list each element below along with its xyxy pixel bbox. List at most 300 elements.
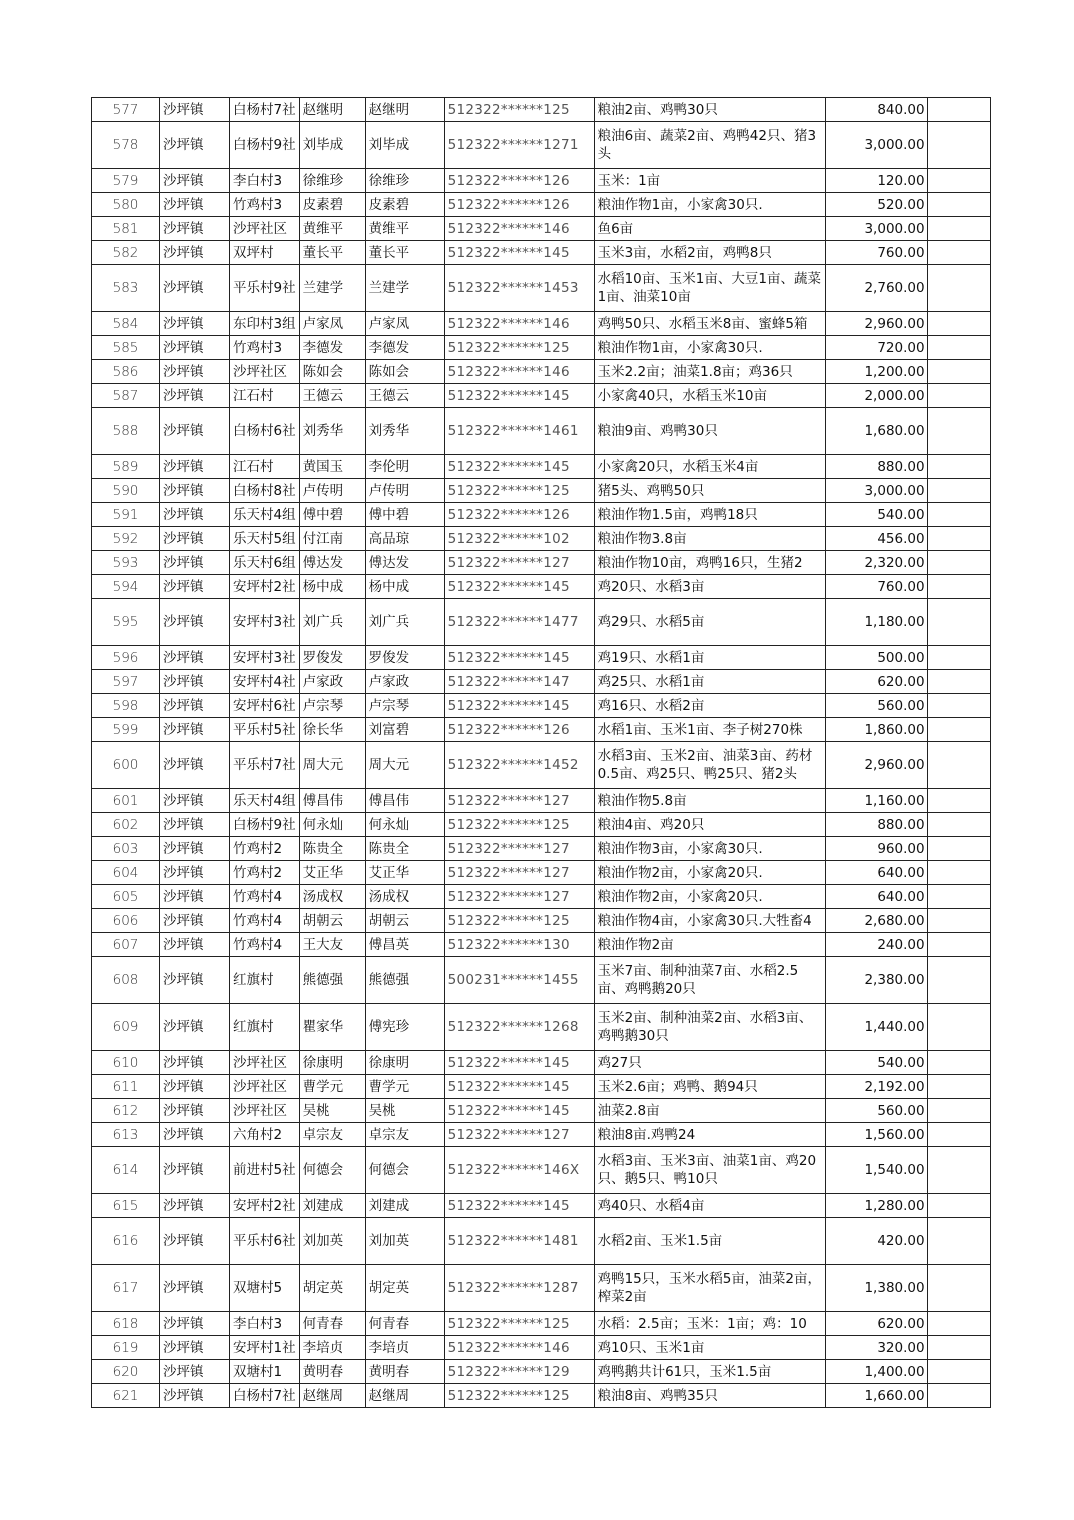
village-cell: 竹鸡村4 bbox=[230, 933, 300, 957]
remark-cell bbox=[927, 957, 990, 1004]
village-cell: 竹鸡村4 bbox=[230, 885, 300, 909]
amount-cell: 1,380.00 bbox=[825, 1265, 927, 1312]
remark-cell bbox=[927, 885, 990, 909]
remark-cell bbox=[927, 1004, 990, 1051]
row-number: 585 bbox=[92, 336, 160, 360]
amount-cell: 620.00 bbox=[825, 1312, 927, 1336]
village-cell: 安坪村2社 bbox=[230, 1194, 300, 1218]
payee-cell: 陈贵全 bbox=[365, 837, 444, 861]
remark-cell bbox=[927, 718, 990, 742]
town-cell: 沙坪镇 bbox=[160, 408, 230, 455]
amount-cell: 880.00 bbox=[825, 455, 927, 479]
row-number: 617 bbox=[92, 1265, 160, 1312]
town-cell: 沙坪镇 bbox=[160, 1384, 230, 1408]
town-cell: 沙坪镇 bbox=[160, 670, 230, 694]
row-number: 621 bbox=[92, 1384, 160, 1408]
table-row bbox=[92, 193, 991, 217]
amount-cell: 540.00 bbox=[825, 503, 927, 527]
payee-cell: 曹学元 bbox=[365, 1075, 444, 1099]
remark-cell bbox=[927, 1360, 990, 1384]
village-cell: 乐天村4组 bbox=[230, 503, 300, 527]
id-number-cell: 512322******1477 bbox=[444, 599, 594, 646]
remark-cell bbox=[927, 336, 990, 360]
remark-cell bbox=[927, 551, 990, 575]
remark-cell bbox=[927, 265, 990, 312]
amount-cell: 620.00 bbox=[825, 670, 927, 694]
payee-cell: 周大元 bbox=[365, 742, 444, 789]
items-cell: 猪5头、鸡鸭50只 bbox=[594, 479, 825, 503]
id-number-cell: 512322******126 bbox=[444, 193, 594, 217]
id-number-cell: 512322******125 bbox=[444, 1384, 594, 1408]
name-cell: 刘建成 bbox=[299, 1194, 365, 1218]
remark-cell bbox=[927, 122, 990, 169]
name-cell: 曹学元 bbox=[299, 1075, 365, 1099]
items-cell: 粮油8亩.鸡鸭24 bbox=[594, 1123, 825, 1147]
town-cell: 沙坪镇 bbox=[160, 336, 230, 360]
payee-cell: 刘秀华 bbox=[365, 408, 444, 455]
village-cell: 竹鸡村2 bbox=[230, 861, 300, 885]
row-number: 577 bbox=[92, 98, 160, 122]
amount-cell: 540.00 bbox=[825, 1051, 927, 1075]
remark-cell bbox=[927, 1218, 990, 1265]
remark-cell bbox=[927, 312, 990, 336]
town-cell: 沙坪镇 bbox=[160, 957, 230, 1004]
id-number-cell: 512322******1461 bbox=[444, 408, 594, 455]
table-row bbox=[92, 503, 991, 527]
town-cell: 沙坪镇 bbox=[160, 1051, 230, 1075]
amount-cell: 2,680.00 bbox=[825, 909, 927, 933]
id-number-cell: 512322******145 bbox=[444, 1194, 594, 1218]
name-cell: 傅达发 bbox=[299, 551, 365, 575]
name-cell: 赵继周 bbox=[299, 1384, 365, 1408]
name-cell: 何德会 bbox=[299, 1147, 365, 1194]
table-row bbox=[92, 169, 991, 193]
row-number: 584 bbox=[92, 312, 160, 336]
name-cell: 刘加英 bbox=[299, 1218, 365, 1265]
town-cell: 沙坪镇 bbox=[160, 1075, 230, 1099]
name-cell: 何永灿 bbox=[299, 813, 365, 837]
id-number-cell: 512322******146 bbox=[444, 1336, 594, 1360]
row-number: 602 bbox=[92, 813, 160, 837]
payee-cell: 赵继周 bbox=[365, 1384, 444, 1408]
name-cell: 李培贞 bbox=[299, 1336, 365, 1360]
id-number-cell: 512322******145 bbox=[444, 694, 594, 718]
table-row bbox=[92, 384, 991, 408]
village-cell: 六角村2 bbox=[230, 1123, 300, 1147]
remark-cell bbox=[927, 933, 990, 957]
id-number-cell: 512322******125 bbox=[444, 1312, 594, 1336]
items-cell: 玉米2.2亩；油菜1.8亩；鸡36只 bbox=[594, 360, 825, 384]
row-number: 586 bbox=[92, 360, 160, 384]
row-number: 610 bbox=[92, 1051, 160, 1075]
name-cell: 徐维珍 bbox=[299, 169, 365, 193]
name-cell: 付江南 bbox=[299, 527, 365, 551]
id-number-cell: 512322******145 bbox=[444, 575, 594, 599]
table-row bbox=[92, 599, 991, 646]
row-number: 581 bbox=[92, 217, 160, 241]
village-cell: 竹鸡村3 bbox=[230, 193, 300, 217]
payee-cell: 卓宗友 bbox=[365, 1123, 444, 1147]
amount-cell: 1,200.00 bbox=[825, 360, 927, 384]
items-cell: 水稻3亩、玉米2亩、油菜3亩、药材0.5亩、鸡25只、鸭25只、猪2头 bbox=[594, 742, 825, 789]
remark-cell bbox=[927, 742, 990, 789]
items-cell: 粮油4亩、鸡20只 bbox=[594, 813, 825, 837]
id-number-cell: 512322******146X bbox=[444, 1147, 594, 1194]
table-row bbox=[92, 885, 991, 909]
town-cell: 沙坪镇 bbox=[160, 837, 230, 861]
town-cell: 沙坪镇 bbox=[160, 789, 230, 813]
amount-cell: 640.00 bbox=[825, 861, 927, 885]
items-cell: 鸡19只、水稻1亩 bbox=[594, 646, 825, 670]
amount-cell: 240.00 bbox=[825, 933, 927, 957]
town-cell: 沙坪镇 bbox=[160, 1360, 230, 1384]
payee-cell: 傅达发 bbox=[365, 551, 444, 575]
row-number: 613 bbox=[92, 1123, 160, 1147]
town-cell: 沙坪镇 bbox=[160, 527, 230, 551]
items-cell: 鸡20只、水稻3亩 bbox=[594, 575, 825, 599]
name-cell: 刘毕成 bbox=[299, 122, 365, 169]
table-row bbox=[92, 1218, 991, 1265]
amount-cell: 1,680.00 bbox=[825, 408, 927, 455]
items-cell: 水稻1亩、玉米1亩、李子树270株 bbox=[594, 718, 825, 742]
table-row bbox=[92, 241, 991, 265]
village-cell: 竹鸡村2 bbox=[230, 837, 300, 861]
payee-cell: 刘建成 bbox=[365, 1194, 444, 1218]
amount-cell: 2,192.00 bbox=[825, 1075, 927, 1099]
village-cell: 双塘村1 bbox=[230, 1360, 300, 1384]
items-cell: 粮油作物2亩，小家禽20只. bbox=[594, 885, 825, 909]
payee-cell: 徐康明 bbox=[365, 1051, 444, 1075]
remark-cell bbox=[927, 360, 990, 384]
village-cell: 白杨村6社 bbox=[230, 408, 300, 455]
row-number: 609 bbox=[92, 1004, 160, 1051]
village-cell: 东印村3组 bbox=[230, 312, 300, 336]
village-cell: 白杨村9社 bbox=[230, 122, 300, 169]
items-cell: 粮油6亩、蔬菜2亩、鸡鸭42只、猪3头 bbox=[594, 122, 825, 169]
amount-cell: 840.00 bbox=[825, 98, 927, 122]
name-cell: 吴桃 bbox=[299, 1099, 365, 1123]
table-row bbox=[92, 408, 991, 455]
amount-cell: 1,440.00 bbox=[825, 1004, 927, 1051]
village-cell: 竹鸡村3 bbox=[230, 336, 300, 360]
id-number-cell: 512322******1481 bbox=[444, 1218, 594, 1265]
table-row bbox=[92, 694, 991, 718]
row-number: 589 bbox=[92, 455, 160, 479]
town-cell: 沙坪镇 bbox=[160, 503, 230, 527]
remark-cell bbox=[927, 241, 990, 265]
remark-cell bbox=[927, 455, 990, 479]
id-number-cell: 512322******146 bbox=[444, 360, 594, 384]
table-row bbox=[92, 1123, 991, 1147]
row-number: 604 bbox=[92, 861, 160, 885]
remark-cell bbox=[927, 1312, 990, 1336]
table-row bbox=[92, 1194, 991, 1218]
id-number-cell: 512322******1268 bbox=[444, 1004, 594, 1051]
town-cell: 沙坪镇 bbox=[160, 1147, 230, 1194]
town-cell: 沙坪镇 bbox=[160, 1336, 230, 1360]
payee-cell: 熊德强 bbox=[365, 957, 444, 1004]
table-row bbox=[92, 1360, 991, 1384]
id-number-cell: 512322******126 bbox=[444, 503, 594, 527]
items-cell: 粮油作物10亩，鸡鸭16只，生猪2 bbox=[594, 551, 825, 575]
name-cell: 刘秀华 bbox=[299, 408, 365, 455]
name-cell: 瞿家华 bbox=[299, 1004, 365, 1051]
id-number-cell: 512322******1287 bbox=[444, 1265, 594, 1312]
id-number-cell: 512322******146 bbox=[444, 217, 594, 241]
row-number: 600 bbox=[92, 742, 160, 789]
town-cell: 沙坪镇 bbox=[160, 575, 230, 599]
id-number-cell: 512322******146 bbox=[444, 312, 594, 336]
village-cell: 沙坪社区 bbox=[230, 360, 300, 384]
name-cell: 黄明春 bbox=[299, 1360, 365, 1384]
table-row bbox=[92, 122, 991, 169]
town-cell: 沙坪镇 bbox=[160, 241, 230, 265]
name-cell: 周大元 bbox=[299, 742, 365, 789]
items-cell: 玉米：1亩 bbox=[594, 169, 825, 193]
remark-cell bbox=[927, 837, 990, 861]
name-cell: 艾正华 bbox=[299, 861, 365, 885]
village-cell: 白杨村7社 bbox=[230, 1384, 300, 1408]
town-cell: 沙坪镇 bbox=[160, 1099, 230, 1123]
town-cell: 沙坪镇 bbox=[160, 169, 230, 193]
id-number-cell: 512322******102 bbox=[444, 527, 594, 551]
town-cell: 沙坪镇 bbox=[160, 360, 230, 384]
name-cell: 傅昌伟 bbox=[299, 789, 365, 813]
table-row bbox=[92, 957, 991, 1004]
name-cell: 黄国玉 bbox=[299, 455, 365, 479]
village-cell: 红旗村 bbox=[230, 957, 300, 1004]
payee-cell: 杨中成 bbox=[365, 575, 444, 599]
village-cell: 沙坪社区 bbox=[230, 1075, 300, 1099]
row-number: 607 bbox=[92, 933, 160, 957]
village-cell: 平乐村6社 bbox=[230, 1218, 300, 1265]
remark-cell bbox=[927, 646, 990, 670]
remark-cell bbox=[927, 408, 990, 455]
amount-cell: 2,960.00 bbox=[825, 742, 927, 789]
items-cell: 鸡10只、玉米1亩 bbox=[594, 1336, 825, 1360]
row-number: 612 bbox=[92, 1099, 160, 1123]
amount-cell: 1,280.00 bbox=[825, 1194, 927, 1218]
table-row bbox=[92, 1051, 991, 1075]
payee-cell: 黄明春 bbox=[365, 1360, 444, 1384]
id-number-cell: 512322******125 bbox=[444, 909, 594, 933]
name-cell: 胡朝云 bbox=[299, 909, 365, 933]
remark-cell bbox=[927, 1384, 990, 1408]
table-row bbox=[92, 527, 991, 551]
table-row bbox=[92, 360, 991, 384]
id-number-cell: 512322******1453 bbox=[444, 265, 594, 312]
items-cell: 粮油作物3.8亩 bbox=[594, 527, 825, 551]
town-cell: 沙坪镇 bbox=[160, 98, 230, 122]
row-number: 579 bbox=[92, 169, 160, 193]
payee-cell: 吴桃 bbox=[365, 1099, 444, 1123]
items-cell: 粮油作物2亩，小家禽20只. bbox=[594, 861, 825, 885]
amount-cell: 760.00 bbox=[825, 241, 927, 265]
items-cell: 粮油作物4亩，小家禽30只.大牲畜4 bbox=[594, 909, 825, 933]
village-cell: 白杨村9社 bbox=[230, 813, 300, 837]
amount-cell: 1,560.00 bbox=[825, 1123, 927, 1147]
village-cell: 安坪村2社 bbox=[230, 575, 300, 599]
amount-cell: 2,000.00 bbox=[825, 384, 927, 408]
amount-cell: 560.00 bbox=[825, 1099, 927, 1123]
village-cell: 竹鸡村4 bbox=[230, 909, 300, 933]
village-cell: 安坪村3社 bbox=[230, 599, 300, 646]
items-cell: 鸡鸭15只，玉米水稻5亩，油菜2亩，榨菜2亩 bbox=[594, 1265, 825, 1312]
remark-cell bbox=[927, 384, 990, 408]
table-row bbox=[92, 336, 991, 360]
items-cell: 鱼6亩 bbox=[594, 217, 825, 241]
town-cell: 沙坪镇 bbox=[160, 909, 230, 933]
village-cell: 沙坪社区 bbox=[230, 1099, 300, 1123]
village-cell: 红旗村 bbox=[230, 1004, 300, 1051]
town-cell: 沙坪镇 bbox=[160, 933, 230, 957]
items-cell: 鸡鸭鹅共计61只，玉米1.5亩 bbox=[594, 1360, 825, 1384]
town-cell: 沙坪镇 bbox=[160, 1123, 230, 1147]
row-number: 596 bbox=[92, 646, 160, 670]
row-number: 615 bbox=[92, 1194, 160, 1218]
payee-cell: 赵继明 bbox=[365, 98, 444, 122]
amount-cell: 1,860.00 bbox=[825, 718, 927, 742]
town-cell: 沙坪镇 bbox=[160, 312, 230, 336]
amount-cell: 120.00 bbox=[825, 169, 927, 193]
payee-cell: 徐维珍 bbox=[365, 169, 444, 193]
village-cell: 平乐村5社 bbox=[230, 718, 300, 742]
village-cell: 李白村3 bbox=[230, 169, 300, 193]
payee-cell: 陈如会 bbox=[365, 360, 444, 384]
amount-cell: 456.00 bbox=[825, 527, 927, 551]
row-number: 598 bbox=[92, 694, 160, 718]
id-number-cell: 512322******145 bbox=[444, 1075, 594, 1099]
village-cell: 李白村3 bbox=[230, 1312, 300, 1336]
remark-cell bbox=[927, 1336, 990, 1360]
town-cell: 沙坪镇 bbox=[160, 1004, 230, 1051]
remark-cell bbox=[927, 670, 990, 694]
village-cell: 安坪村4社 bbox=[230, 670, 300, 694]
id-number-cell: 512322******125 bbox=[444, 336, 594, 360]
name-cell: 徐康明 bbox=[299, 1051, 365, 1075]
payee-cell: 王德云 bbox=[365, 384, 444, 408]
table-row bbox=[92, 98, 991, 122]
remark-cell bbox=[927, 789, 990, 813]
town-cell: 沙坪镇 bbox=[160, 265, 230, 312]
id-number-cell: 512322******145 bbox=[444, 455, 594, 479]
payee-cell: 艾正华 bbox=[365, 861, 444, 885]
town-cell: 沙坪镇 bbox=[160, 1265, 230, 1312]
name-cell: 兰建学 bbox=[299, 265, 365, 312]
name-cell: 杨中成 bbox=[299, 575, 365, 599]
payee-cell: 傅昌伟 bbox=[365, 789, 444, 813]
town-cell: 沙坪镇 bbox=[160, 742, 230, 789]
payee-cell: 卢家政 bbox=[365, 670, 444, 694]
amount-cell: 1,540.00 bbox=[825, 1147, 927, 1194]
items-cell: 油菜2.8亩 bbox=[594, 1099, 825, 1123]
row-number: 601 bbox=[92, 789, 160, 813]
remark-cell bbox=[927, 694, 990, 718]
table-row bbox=[92, 551, 991, 575]
remark-cell bbox=[927, 527, 990, 551]
items-cell: 鸡25只、水稻1亩 bbox=[594, 670, 825, 694]
payee-cell: 高品琼 bbox=[365, 527, 444, 551]
payee-cell: 卢宗琴 bbox=[365, 694, 444, 718]
name-cell: 徐长华 bbox=[299, 718, 365, 742]
row-number: 616 bbox=[92, 1218, 160, 1265]
remark-cell bbox=[927, 575, 990, 599]
name-cell: 卓宗友 bbox=[299, 1123, 365, 1147]
name-cell: 王大友 bbox=[299, 933, 365, 957]
amount-cell: 720.00 bbox=[825, 336, 927, 360]
amount-cell: 2,380.00 bbox=[825, 957, 927, 1004]
name-cell: 陈贵全 bbox=[299, 837, 365, 861]
town-cell: 沙坪镇 bbox=[160, 885, 230, 909]
payee-cell: 皮素碧 bbox=[365, 193, 444, 217]
items-cell: 粮油9亩、鸡鸭30只 bbox=[594, 408, 825, 455]
table-row bbox=[92, 742, 991, 789]
items-cell: 粮油作物1亩，小家禽30只. bbox=[594, 336, 825, 360]
amount-cell: 1,160.00 bbox=[825, 789, 927, 813]
id-number-cell: 512322******125 bbox=[444, 479, 594, 503]
id-number-cell: 512322******145 bbox=[444, 646, 594, 670]
items-cell: 粮油作物1亩，小家禽30只. bbox=[594, 193, 825, 217]
remark-cell bbox=[927, 1194, 990, 1218]
payee-cell: 李德发 bbox=[365, 336, 444, 360]
payee-cell: 董长平 bbox=[365, 241, 444, 265]
id-number-cell: 512322******126 bbox=[444, 169, 594, 193]
row-number: 611 bbox=[92, 1075, 160, 1099]
name-cell: 汤成权 bbox=[299, 885, 365, 909]
village-cell: 安坪村3社 bbox=[230, 646, 300, 670]
table-row bbox=[92, 1004, 991, 1051]
amount-cell: 420.00 bbox=[825, 1218, 927, 1265]
id-number-cell: 512322******145 bbox=[444, 1051, 594, 1075]
id-number-cell: 512322******145 bbox=[444, 1099, 594, 1123]
id-number-cell: 512322******127 bbox=[444, 1123, 594, 1147]
remark-cell bbox=[927, 909, 990, 933]
village-cell: 双塘村5 bbox=[230, 1265, 300, 1312]
row-number: 587 bbox=[92, 384, 160, 408]
payee-cell: 卢传明 bbox=[365, 479, 444, 503]
name-cell: 胡定英 bbox=[299, 1265, 365, 1312]
payee-cell: 卢家凤 bbox=[365, 312, 444, 336]
items-cell: 水稻3亩、玉米3亩、油菜1亩、鸡20只、鹅5只、鸭10只 bbox=[594, 1147, 825, 1194]
payee-cell: 兰建学 bbox=[365, 265, 444, 312]
row-number: 580 bbox=[92, 193, 160, 217]
id-number-cell: 512322******125 bbox=[444, 813, 594, 837]
amount-cell: 3,000.00 bbox=[825, 122, 927, 169]
town-cell: 沙坪镇 bbox=[160, 1218, 230, 1265]
items-cell: 玉米2.6亩；鸡鸭、鹅94只 bbox=[594, 1075, 825, 1099]
row-number: 620 bbox=[92, 1360, 160, 1384]
name-cell: 卢传明 bbox=[299, 479, 365, 503]
name-cell: 王德云 bbox=[299, 384, 365, 408]
row-number: 591 bbox=[92, 503, 160, 527]
payee-cell: 罗俊发 bbox=[365, 646, 444, 670]
payee-cell: 李伦明 bbox=[365, 455, 444, 479]
row-number: 592 bbox=[92, 527, 160, 551]
row-number: 593 bbox=[92, 551, 160, 575]
table-row bbox=[92, 455, 991, 479]
id-number-cell: 512322******127 bbox=[444, 789, 594, 813]
payee-cell: 汤成权 bbox=[365, 885, 444, 909]
table-row bbox=[92, 1075, 991, 1099]
row-number: 605 bbox=[92, 885, 160, 909]
payee-cell: 何永灿 bbox=[365, 813, 444, 837]
row-number: 588 bbox=[92, 408, 160, 455]
id-number-cell: 512322******127 bbox=[444, 837, 594, 861]
remark-cell bbox=[927, 98, 990, 122]
name-cell: 陈如会 bbox=[299, 360, 365, 384]
remark-cell bbox=[927, 1123, 990, 1147]
remark-cell bbox=[927, 169, 990, 193]
